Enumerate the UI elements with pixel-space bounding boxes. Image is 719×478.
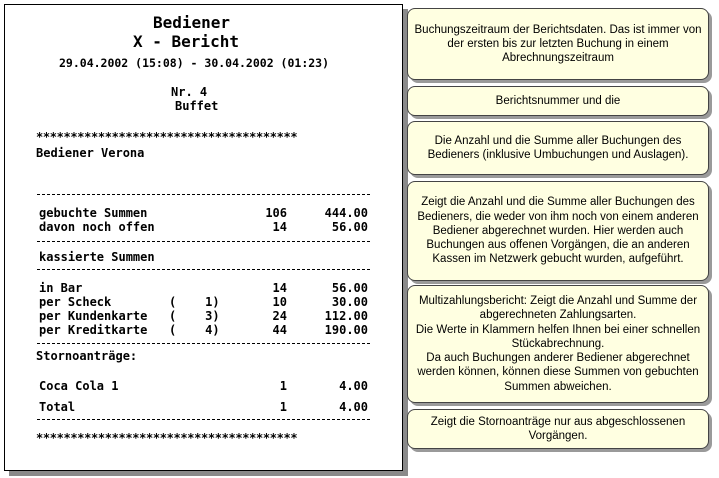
callout-booked-all: Die Anzahl und die Summe aller Buchungen des Bedieners (inklusive Umbuchungen und Auslagen). — [407, 121, 709, 175]
booked-label: gebuchte Summen — [39, 206, 148, 220]
callout-period: Buchungszeitraum der Berichtsdaten. Das ist immer von der ersten bis zur letzten Buchung in einem Abrechnungszeitraum — [407, 8, 709, 80]
payment-count: 24 — [272, 309, 287, 323]
open-count: 14 — [272, 220, 287, 234]
stars-top: ************************************** — [36, 130, 298, 144]
payment-label: per Kundenkarte — [39, 309, 148, 323]
payment-label: per Scheck — [39, 295, 112, 309]
booked-count: 106 — [265, 206, 287, 220]
open-amount: 56.00 — [331, 220, 368, 234]
stars-bottom: ************************************** — [36, 431, 298, 445]
report-period: 29.04.2002 (15:08) - 30.04.2002 (01:23) — [59, 56, 330, 70]
total-count: 1 — [279, 400, 287, 414]
divider — [37, 343, 370, 344]
callout-storno: Zeigt die Stornoanträge nur aus abgeschlossenen Vorgängen. — [407, 409, 709, 449]
report-location: Buffet — [175, 99, 219, 113]
divider — [37, 241, 370, 242]
payment-amount: 190.00 — [324, 323, 368, 337]
divider — [37, 194, 370, 195]
callout-open: Zeigt die Anzahl und die Summe aller Buchungen des Bedieners, die weder von ihm noch von einem anderen Bediener abgerechnet wurden. Hier werden auch Buchungen aus offenen Vorgängen, die an anderen Kassen im Netzwerk gebucht wurden, aufgeführt. — [407, 181, 709, 281]
payment-code: ( 1) — [169, 295, 220, 309]
payment-amount: 30.00 — [331, 295, 368, 309]
total-label: Total — [39, 400, 76, 414]
storno-heading: Stornoanträge: — [36, 349, 138, 363]
callout-number: Berichtsnummer und die — [407, 86, 709, 116]
payment-count: 14 — [272, 281, 287, 295]
report-number: Nr. 4 — [171, 85, 208, 99]
report-title-line2: X - Bericht — [133, 32, 239, 51]
payment-code: ( 4) — [169, 323, 220, 337]
x-report-receipt — [4, 4, 403, 471]
operator-name: Bediener Verona — [36, 146, 145, 160]
payment-amount: 56.00 — [331, 281, 368, 295]
storno-item-count: 1 — [279, 379, 287, 393]
report-title-line1: Bediener — [153, 13, 231, 32]
open-label: davon noch offen — [39, 220, 155, 234]
payment-count: 10 — [272, 295, 287, 309]
payment-label: in Bar — [39, 281, 83, 295]
divider — [37, 419, 370, 420]
callout-multipay: Multizahlungsbericht: Zeigt die Anzahl und Summe der abgerechneten Zahlungsarten. Die Werte in Klammern helfen Ihnen bei einer schnellen Stückabrechnung. Da auch Buchungen anderer Bediener abgerechnet werden können, können diese Summen von gebuchten Summen abweichen. — [407, 285, 709, 403]
storno-item-amount: 4.00 — [339, 379, 368, 393]
payment-amount: 112.00 — [324, 309, 368, 323]
total-amount: 4.00 — [339, 400, 368, 414]
booked-amount: 444.00 — [324, 206, 368, 220]
payment-count: 44 — [272, 323, 287, 337]
divider — [37, 269, 370, 270]
payment-label: per Kreditkarte — [39, 323, 148, 337]
storno-item-label: Coca Cola 1 — [39, 379, 119, 393]
payment-code: ( 3) — [169, 309, 220, 323]
cashed-heading: kassierte Summen — [39, 250, 155, 264]
